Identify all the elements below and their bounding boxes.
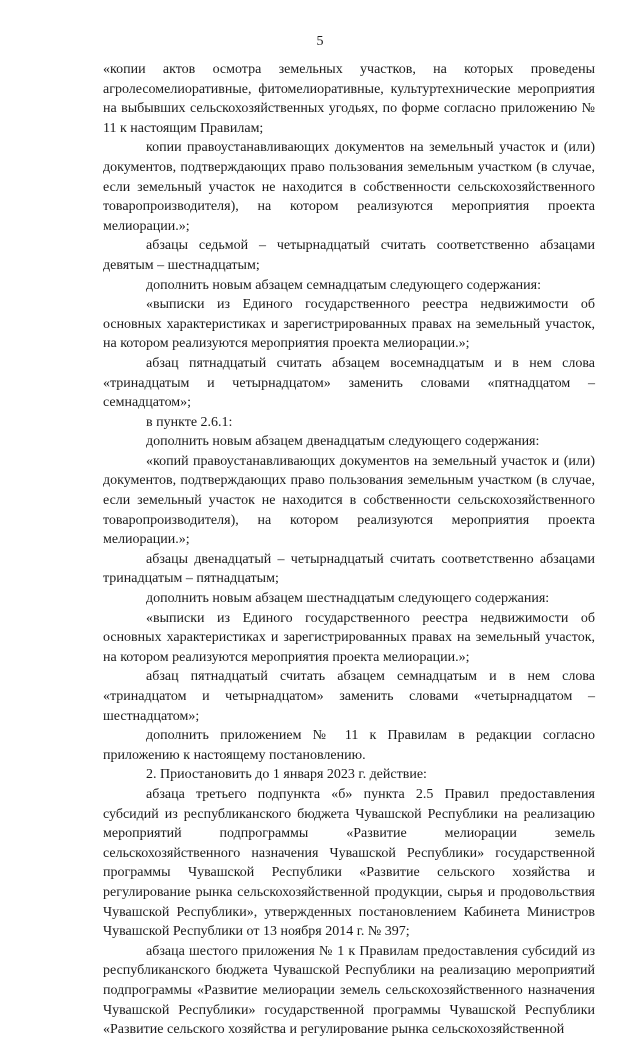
paragraph: абзац пятнадцатый считать абзацем семнадцатым и в нем слова «тринадцатом и четырнадцатом» заменить словами «четырнадцатом – шестнадцатом»;: [103, 669, 595, 724]
paragraph: абзацы седьмой – четырнадцатый считать соответственно абзацами девятым – шестнадцатым;: [103, 238, 595, 273]
paragraph: абзаца третьего подпункта «б» пункта 2.5 Правил предоставления субсидий из республиканского бюджета Чувашской Республики на реализацию мероприятий подпрограммы «Развитие мелиорации земель сельскохозяйственного назначения Чувашской Республики» государственной программы Чувашской Республики «Развитие сельского хозяйства и регулирование рынка сельскохозяйственной продукции, сырья и продовольствия Чувашской Республики», утвержденных постановлением Кабинета Министров Чувашской Республики от 13 ноября 2014 г. № 397;: [103, 786, 595, 940]
paragraph: дополнить приложением № 11 к Правилам в редакции согласно приложению к настоящему постановлению.: [103, 728, 595, 763]
paragraph: дополнить новым абзацем двенадцатым следующего содержания:: [146, 434, 540, 450]
paragraph: дополнить новым абзацем семнадцатым следующего содержания:: [146, 277, 541, 293]
paragraph: дополнить новым абзацем шестнадцатым следующего содержания:: [146, 591, 550, 607]
paragraph: абзацы двенадцатый – четырнадцатый считать соответственно абзацами тринадцатым – пятнадцатым;: [103, 551, 595, 587]
paragraph: 2. Приостановить до 1 января 2023 г. действие:: [146, 767, 427, 783]
paragraph: «копий правоустанавливающих документов на земельный участок и (или) документов, подтверждающих право пользования земельным участком (в случае, если земельный участок не находится в собственности сельскохозяйственного товаропроизводителя), на котором реализуются мероприятия проекта мелиорации.»;: [103, 453, 595, 548]
paragraph: копии правоустанавливающих документов на земельный участок и (или) документов, подтверждающих право пользования земельным участком (в случае, если земельный участок не находится в собственности сельскохозяйственного товаропроизводителя), на котором реализуются мероприятия проекта мелиорации.»;: [103, 140, 595, 234]
paragraph: «выписки из Единого государственного реестра недвижимости об основных характеристиках и зарегистрированных правах на земельный участок, на котором реализуются мероприятия проекта мелиорации.»;: [103, 610, 595, 665]
page-number: 5: [316, 34, 324, 49]
paragraph: в пункте 2.6.1:: [146, 414, 233, 430]
paragraph: «копии актов осмотра земельных участков, на которых проведены агролесомелиоративные, фитомелиоративные, культуртехнические мероприятия на выбывших сельскохозяйственных угодьях, по форме согласно приложению № 11 к настоящим Правилам;: [103, 62, 595, 136]
document-body: [103, 60, 595, 1040]
paragraph: абзаца шестого приложения № 1 к Правилам предоставления субсидий из республиканского бюджета Чувашской Республики на реализацию мероприятий подпрограммы «Развитие мелиорации земель сельскохозяйственного назначения Чувашской Республики» государственной программы Чувашской Республики «Развитие сельского хозяйства и регулирование рынка сельскохозяйственной: [103, 943, 595, 1038]
paragraph: абзац пятнадцатый считать абзацем восемнадцатым и в нем слова «тринадцатым и четырнадцатом» заменить словами «пятнадцатом – семнадцатом»;: [103, 355, 595, 411]
paragraph: «выписки из Единого государственного реестра недвижимости об основных характеристиках и зарегистрированных правах на земельный участок, на котором реализуются мероприятия проекта мелиорации.»;: [103, 297, 595, 352]
